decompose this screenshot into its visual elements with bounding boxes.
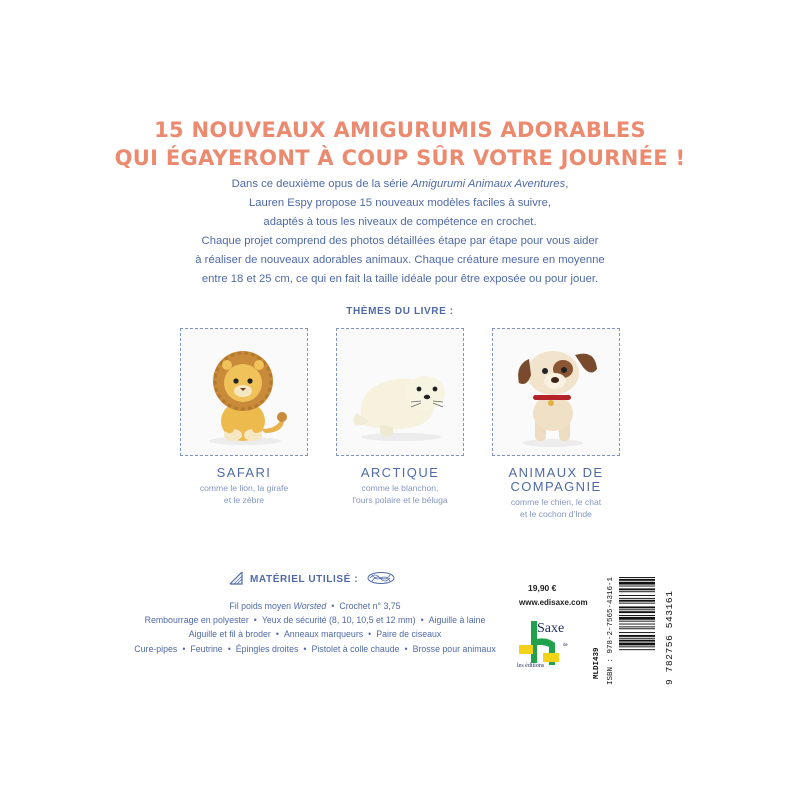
- theme-desc-line: comme le blanchon,: [361, 483, 439, 493]
- headline-line-2: QUI ÉGAYERONT À COUP SÛR VOTRE JOURNÉE !: [114, 146, 686, 170]
- barcode-bar: [619, 598, 655, 599]
- material-item: Paire de ciseaux: [376, 629, 442, 639]
- crochet-lion-photo: [180, 328, 308, 456]
- headline: [0, 116, 800, 172]
- ruler-scissors-icon: [228, 570, 244, 589]
- barcode-bar: [619, 609, 655, 610]
- barcode-bar: [619, 617, 655, 620]
- barcode-bar: [619, 579, 655, 581]
- barcode-block: [589, 575, 673, 685]
- publisher-logo-editions: les éditions: [517, 663, 545, 669]
- theme-name-animaux-de-compagnie: [476, 466, 636, 494]
- material-item: Cure-pipes: [134, 644, 178, 654]
- barcode-bar: [619, 626, 655, 627]
- intro-line-2: Lauren Espy propose 15 nouveaux modèles faciles à suivre,: [248, 197, 552, 209]
- barcode-bar: [619, 632, 655, 633]
- theme-desc-safari: [164, 482, 324, 506]
- barcode-bar: [619, 577, 655, 578]
- barcode-bar: [619, 649, 655, 650]
- barcode-bar: [619, 640, 655, 642]
- material-item: Aiguille et fil à broder: [188, 629, 271, 639]
- intro-line-4: Chaque projet comprend des photos détaillées étape par étape pour vous aider: [201, 235, 599, 247]
- barcode-bar: [619, 595, 655, 596]
- intro-text: Dans ce deuxième opus de la série: [231, 178, 412, 190]
- publisher-logo-word: Saxe: [537, 621, 565, 636]
- separator: •: [420, 615, 424, 625]
- material-item: Aiguille à laine: [428, 615, 486, 625]
- intro-line-5: à réaliser de nouveaux adorables animaux. Chaque créature mesure en moyenne: [195, 254, 605, 266]
- intro-line-1: [140, 175, 660, 194]
- theme-desc-line: comme le lion, la girafe: [199, 483, 289, 493]
- material-line-3: [100, 628, 530, 640]
- barcode-bar: [619, 615, 655, 616]
- book-code: MLDI439: [593, 647, 601, 679]
- separator: •: [253, 615, 257, 625]
- theme-desc-arctique: [320, 482, 480, 506]
- theme-name-line: ANIMAUX DE: [508, 465, 604, 480]
- material-item: Yeux de sécurité (8, 10, 10,5 et 12 mm): [261, 615, 416, 625]
- barcode-bar: [619, 643, 655, 646]
- separator: •: [182, 644, 186, 654]
- headline-line-1: 15 NOUVEAUX AMIGURUMIS ADORABLES: [154, 118, 646, 142]
- material-item: Pistolet à colle chaude: [311, 644, 400, 654]
- separator: •: [227, 644, 231, 654]
- publisher-logo: [517, 617, 572, 677]
- theme-name-safari: SAFARI: [216, 465, 272, 480]
- barcode-icon: [589, 575, 673, 685]
- theme-name-arctique: ARCTIQUE: [360, 465, 440, 480]
- theme-desc-line: et le zèbre: [223, 495, 265, 505]
- separator: •: [303, 644, 307, 654]
- series-title: Amigurumi Animaux Aventures: [411, 178, 566, 190]
- material-item: Rembourrage en polyester: [144, 615, 249, 625]
- separator: •: [275, 629, 279, 639]
- material-line-4: [100, 643, 530, 655]
- barcode-bar: [619, 603, 655, 604]
- barcode-bar: [619, 582, 655, 585]
- publisher-logo-de: de: [563, 643, 568, 648]
- material-heading: [228, 569, 396, 589]
- separator: •: [404, 644, 408, 654]
- barcode-digits: 9 782756 543161: [664, 590, 675, 685]
- intro-line-6: entre 18 et 25 cm, ce qui en fait la taille idéale pour être exposée ou pour jouer.: [201, 273, 599, 285]
- material-item: Crochet n° 3,75: [339, 601, 401, 611]
- crochet-puppy-photo: [492, 328, 620, 456]
- material-line-1: [100, 600, 530, 612]
- barcode-bar: [619, 606, 655, 608]
- price: 19,90 €: [528, 583, 557, 593]
- theme-name-line: COMPAGNIE: [510, 479, 602, 494]
- intro-line-3: adaptés à tous les niveaux de compétence en crochet.: [263, 216, 537, 228]
- barcode-bar: [619, 624, 655, 625]
- barcode-bar: [619, 586, 655, 587]
- theme-desc-animaux-de-compagnie: [476, 496, 636, 520]
- theme-desc-line: l'ours polaire et le béluga: [352, 495, 448, 505]
- barcode-bar: [619, 635, 655, 637]
- intro-text: ,: [565, 178, 569, 190]
- material-line-2: [100, 614, 530, 626]
- barcode-bar: [619, 611, 655, 613]
- barcode-bar: [619, 588, 655, 590]
- material-item: Épingles droites: [235, 644, 299, 654]
- theme-desc-line: et le cochon d'Inde: [520, 509, 592, 519]
- material-item: Anneaux marqueurs: [283, 629, 364, 639]
- material-item: Feutrine: [190, 644, 223, 654]
- crochet-seal-photo: [336, 328, 464, 456]
- themes-title: THÈMES DU LIVRE :: [346, 306, 454, 317]
- barcode-bar: [619, 646, 655, 647]
- material-item-italic: Worsted: [293, 601, 327, 611]
- barcode-bar: [619, 621, 655, 622]
- separator: •: [368, 629, 372, 639]
- barcode-bar: [619, 600, 655, 602]
- material-title: MATÉRIEL UTILISÉ :: [250, 573, 359, 585]
- material-item: Brosse pour animaux: [412, 644, 496, 654]
- material-item: Fil poids moyen: [229, 601, 294, 611]
- barcode-bar: [619, 628, 655, 629]
- barcode-bar: [619, 638, 655, 639]
- intro-paragraph: [140, 175, 660, 289]
- barcode-bar: [619, 591, 655, 592]
- yarn-skein-icon: [366, 571, 396, 588]
- publisher-website: www.edisaxe.com: [519, 598, 588, 607]
- isbn-text: ISBN : 978-2-7565-4316-1: [607, 576, 615, 685]
- theme-desc-line: comme le chien, le chat: [510, 497, 602, 507]
- separator: •: [331, 601, 335, 611]
